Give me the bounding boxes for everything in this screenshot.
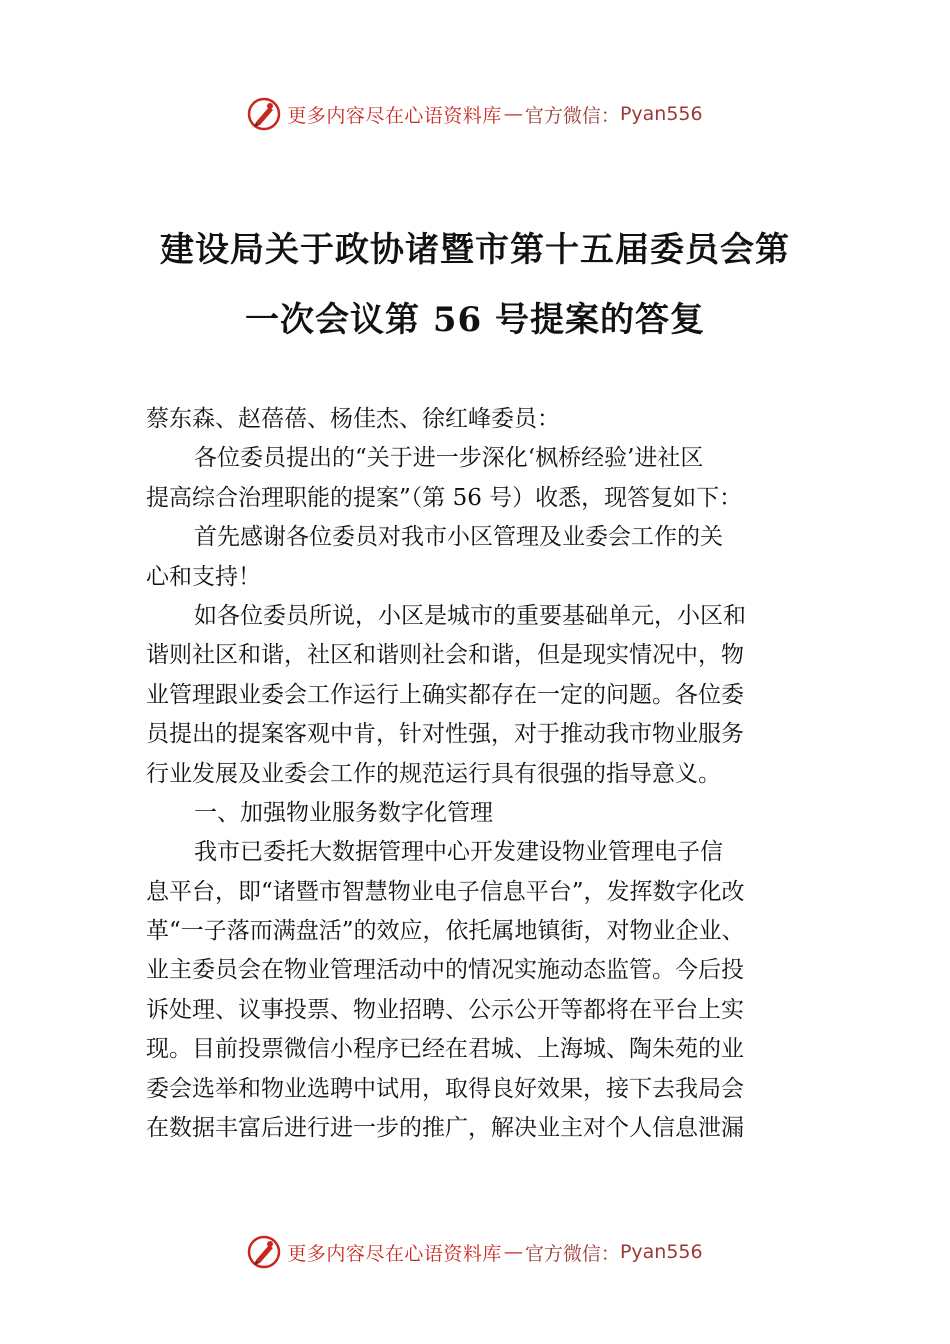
body-line: 各位委员提出的“关于进一步深化‘枫桥经验’进社区 xyxy=(194,445,704,472)
banner-separator: — xyxy=(503,1241,523,1263)
banner-wechat-id: Pyan556 xyxy=(619,103,703,125)
pen-logo-icon xyxy=(247,97,281,131)
banner-slogan: 更多内容尽在心语资料库 xyxy=(287,1242,502,1265)
body-line: 业主委员会在物业管理活动中的情况实施动态监管。今后投 xyxy=(146,957,744,984)
document-title-line-2: 一次会议第 56 号提案的答复 xyxy=(245,300,705,340)
document-title-line-1: 建设局关于政协诸暨市第十五届委员会第 xyxy=(160,230,790,270)
body-line: 心和支持！ xyxy=(146,563,261,590)
body-line: 在数据丰富后进行进一步的推广，解决业主对个人信息泄漏 xyxy=(146,1115,744,1142)
footer-watermark-banner xyxy=(0,1232,950,1272)
header-watermark-banner xyxy=(0,94,950,134)
banner-wechat-label: 官方微信： xyxy=(524,1242,620,1265)
body-line: 革“一子落而满盘活”的效应，依托属地镇街，对物业企业、 xyxy=(146,918,745,945)
body-line: 首先感谢各位委员对我市小区管理及业委会工作的关 xyxy=(194,524,723,551)
body-line: 行业发展及业委会工作的规范运行具有很强的指导意义。 xyxy=(146,760,721,787)
body-line: 员提出的提案客观中肯，针对性强，对于推动我市物业服务 xyxy=(146,721,744,748)
banner-separator: — xyxy=(503,103,523,125)
banner-wechat-id: Pyan556 xyxy=(619,1241,703,1263)
banner-wechat-label: 官方微信： xyxy=(524,104,620,127)
body-line: 我市已委托大数据管理中心开发建设物业管理电子信 xyxy=(194,839,723,866)
body-line: 委会选举和物业选聘中试用，取得良好效果，接下去我局会 xyxy=(146,1075,744,1102)
section-heading: 一、加强物业服务数字化管理 xyxy=(194,799,493,826)
banner-slogan: 更多内容尽在心语资料库 xyxy=(287,104,502,127)
body-line: 诉处理、议事投票、物业招聘、公示公开等都将在平台上实 xyxy=(146,996,744,1023)
body-line: 谐则社区和谐，社区和谐则社会和谐，但是现实情况中，物 xyxy=(146,642,744,669)
salutation-line: 蔡东森、赵蓓蓓、杨佳杰、徐红峰委员： xyxy=(146,406,560,432)
body-line: 如各位委员所说，小区是城市的重要基础单元，小区和 xyxy=(194,602,746,629)
body-line: 息平台，即“诸暨市智慧物业电子信息平台”，发挥数字化改 xyxy=(146,878,745,905)
pen-logo-icon xyxy=(247,1235,281,1269)
document-body xyxy=(146,400,810,1148)
body-line: 提高综合治理职能的提案”（第 56 号）收悉，现答复如下： xyxy=(146,484,743,511)
body-line: 业管理跟业委会工作运行上确实都存在一定的问题。各位委 xyxy=(146,681,744,708)
body-line: 现。目前投票微信小程序已经在君城、上海城、陶朱苑的业 xyxy=(146,1036,744,1063)
